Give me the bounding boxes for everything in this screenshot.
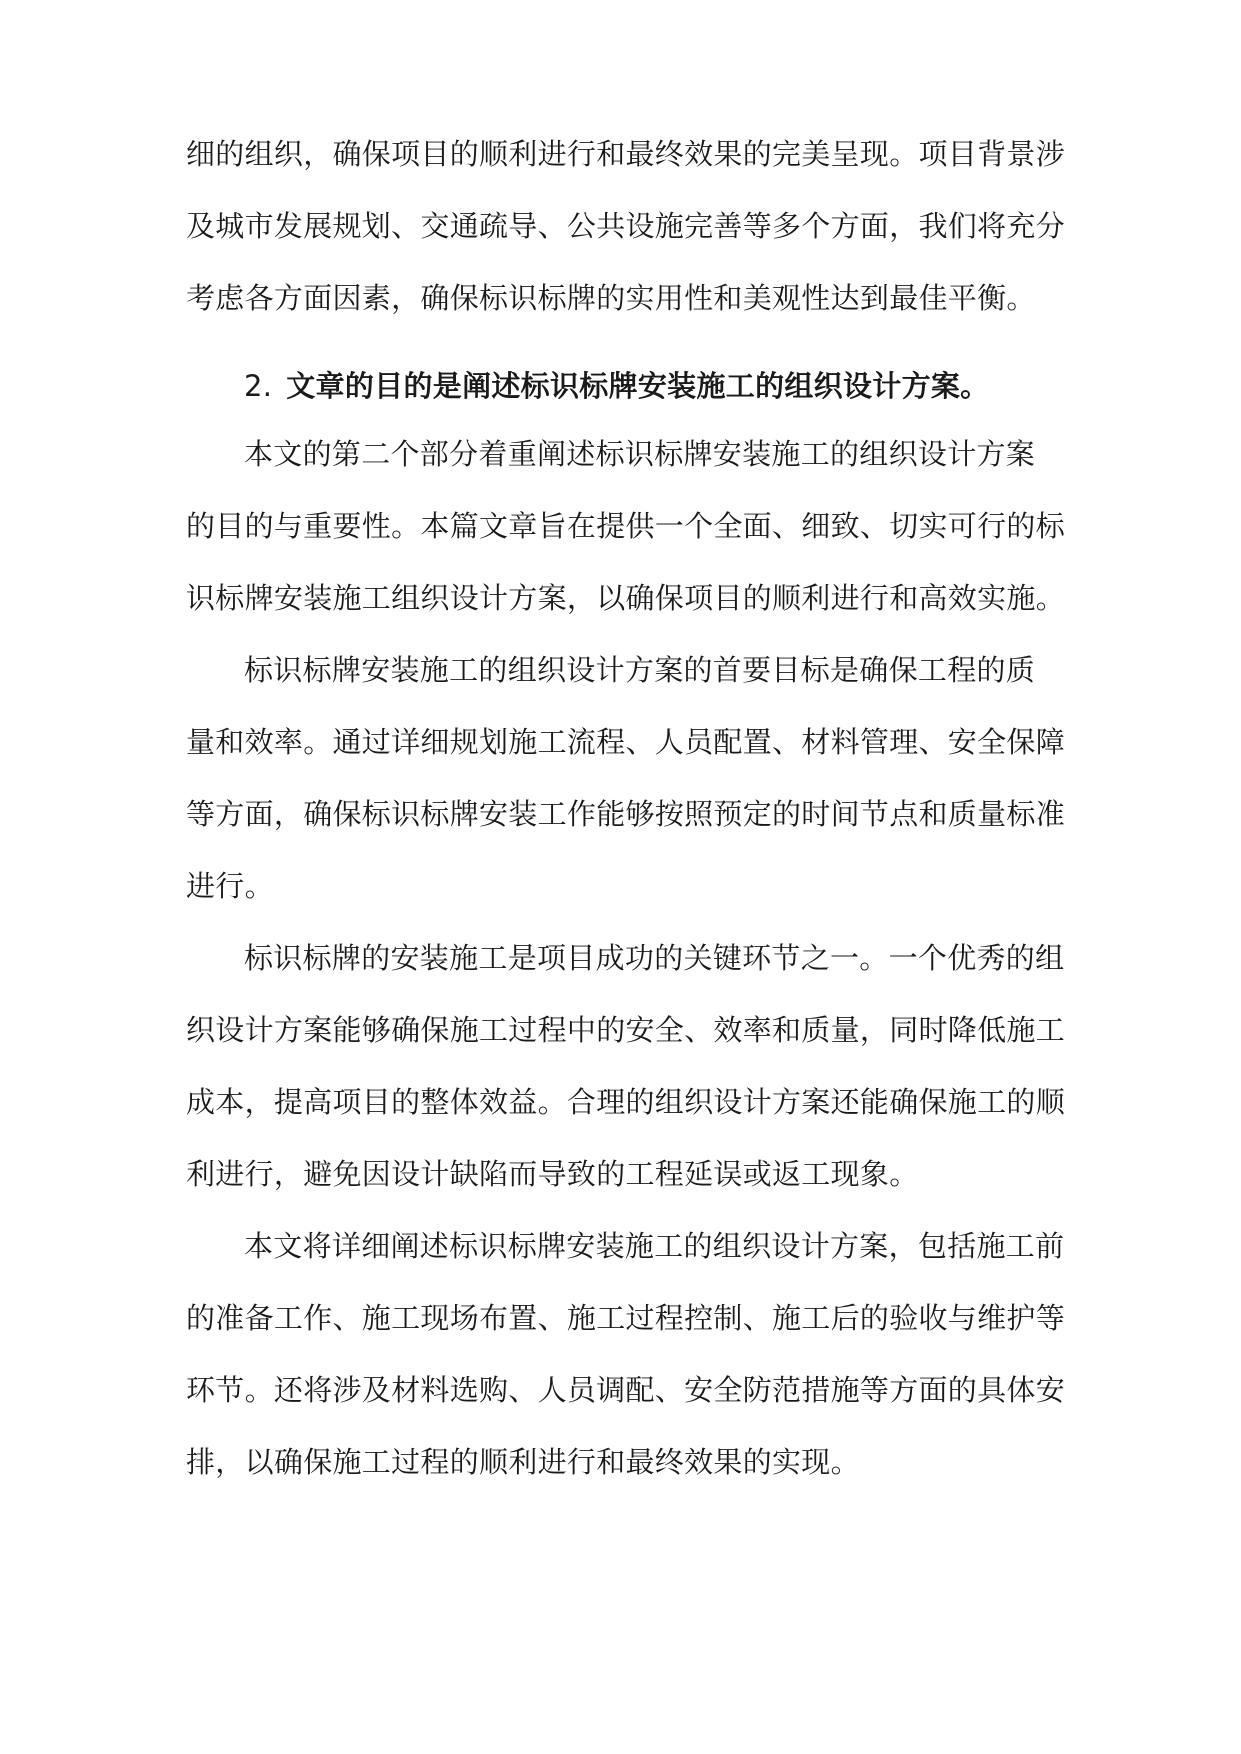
paragraph-4-line-3: 环节。还将涉及材料选购、人员调配、安全防范措施等方面的具体安: [186, 1373, 1066, 1407]
paragraph-3-line-4: 利进行，避免因设计缺陷而导致的工程延误或返工现象。: [186, 1157, 919, 1191]
section-title: 文章的目的是阐述标识标牌安装施工的组织设计方案。: [286, 369, 990, 403]
paragraph-3-line-2: 织设计方案能够确保施工过程中的安全、效率和质量，同时降低施工: [186, 1013, 1066, 1047]
paragraph-2-line-4: 进行。: [186, 869, 274, 903]
intro-line-2: 及城市发展规划、交通疏导、公共设施完善等多个方面，我们将充分: [186, 209, 1066, 243]
paragraph-1-line-2: 的目的与重要性。本篇文章旨在提供一个全面、细致、切实可行的标: [186, 509, 1066, 543]
paragraph-4-line-2: 的准备工作、施工现场布置、施工过程控制、施工后的验收与维护等: [186, 1301, 1066, 1335]
paragraph-4-line-4: 排，以确保施工过程的顺利进行和最终效果的实现。: [186, 1445, 860, 1479]
section-heading: [244, 366, 989, 406]
paragraph-4-line-1: 本文将详细阐述标识标牌安装施工的组织设计方案，包括施工前: [244, 1229, 1065, 1263]
paragraph-3-line-1: 标识标牌的安装施工是项目成功的关键环节之一。一个优秀的组: [244, 941, 1065, 975]
paragraph-2-line-2: 量和效率。通过详细规划施工流程、人员配置、材料管理、安全保障: [186, 725, 1066, 759]
paragraph-1-line-1: 本文的第二个部分着重阐述标识标牌安装施工的组织设计方案: [244, 437, 1036, 471]
intro-line-1: 细的组织，确保项目的顺利进行和最终效果的完美呈现。项目背景涉: [186, 137, 1066, 171]
section-number: 2.: [244, 369, 273, 403]
paragraph-3-line-3: 成本，提高项目的整体效益。合理的组织设计方案还能确保施工的顺: [186, 1085, 1066, 1119]
paragraph-2-line-3: 等方面，确保标识标牌安装工作能够按照预定的时间节点和质量标准: [186, 797, 1066, 831]
paragraph-1-line-3: 识标牌安装施工组织设计方案，以确保项目的顺利进行和高效实施。: [186, 581, 1066, 615]
paragraph-2-line-1: 标识标牌安装施工的组织设计方案的首要目标是确保工程的质: [244, 653, 1036, 687]
intro-line-3: 考虑各方面因素，确保标识标牌的实用性和美观性达到最佳平衡。: [186, 281, 1036, 315]
